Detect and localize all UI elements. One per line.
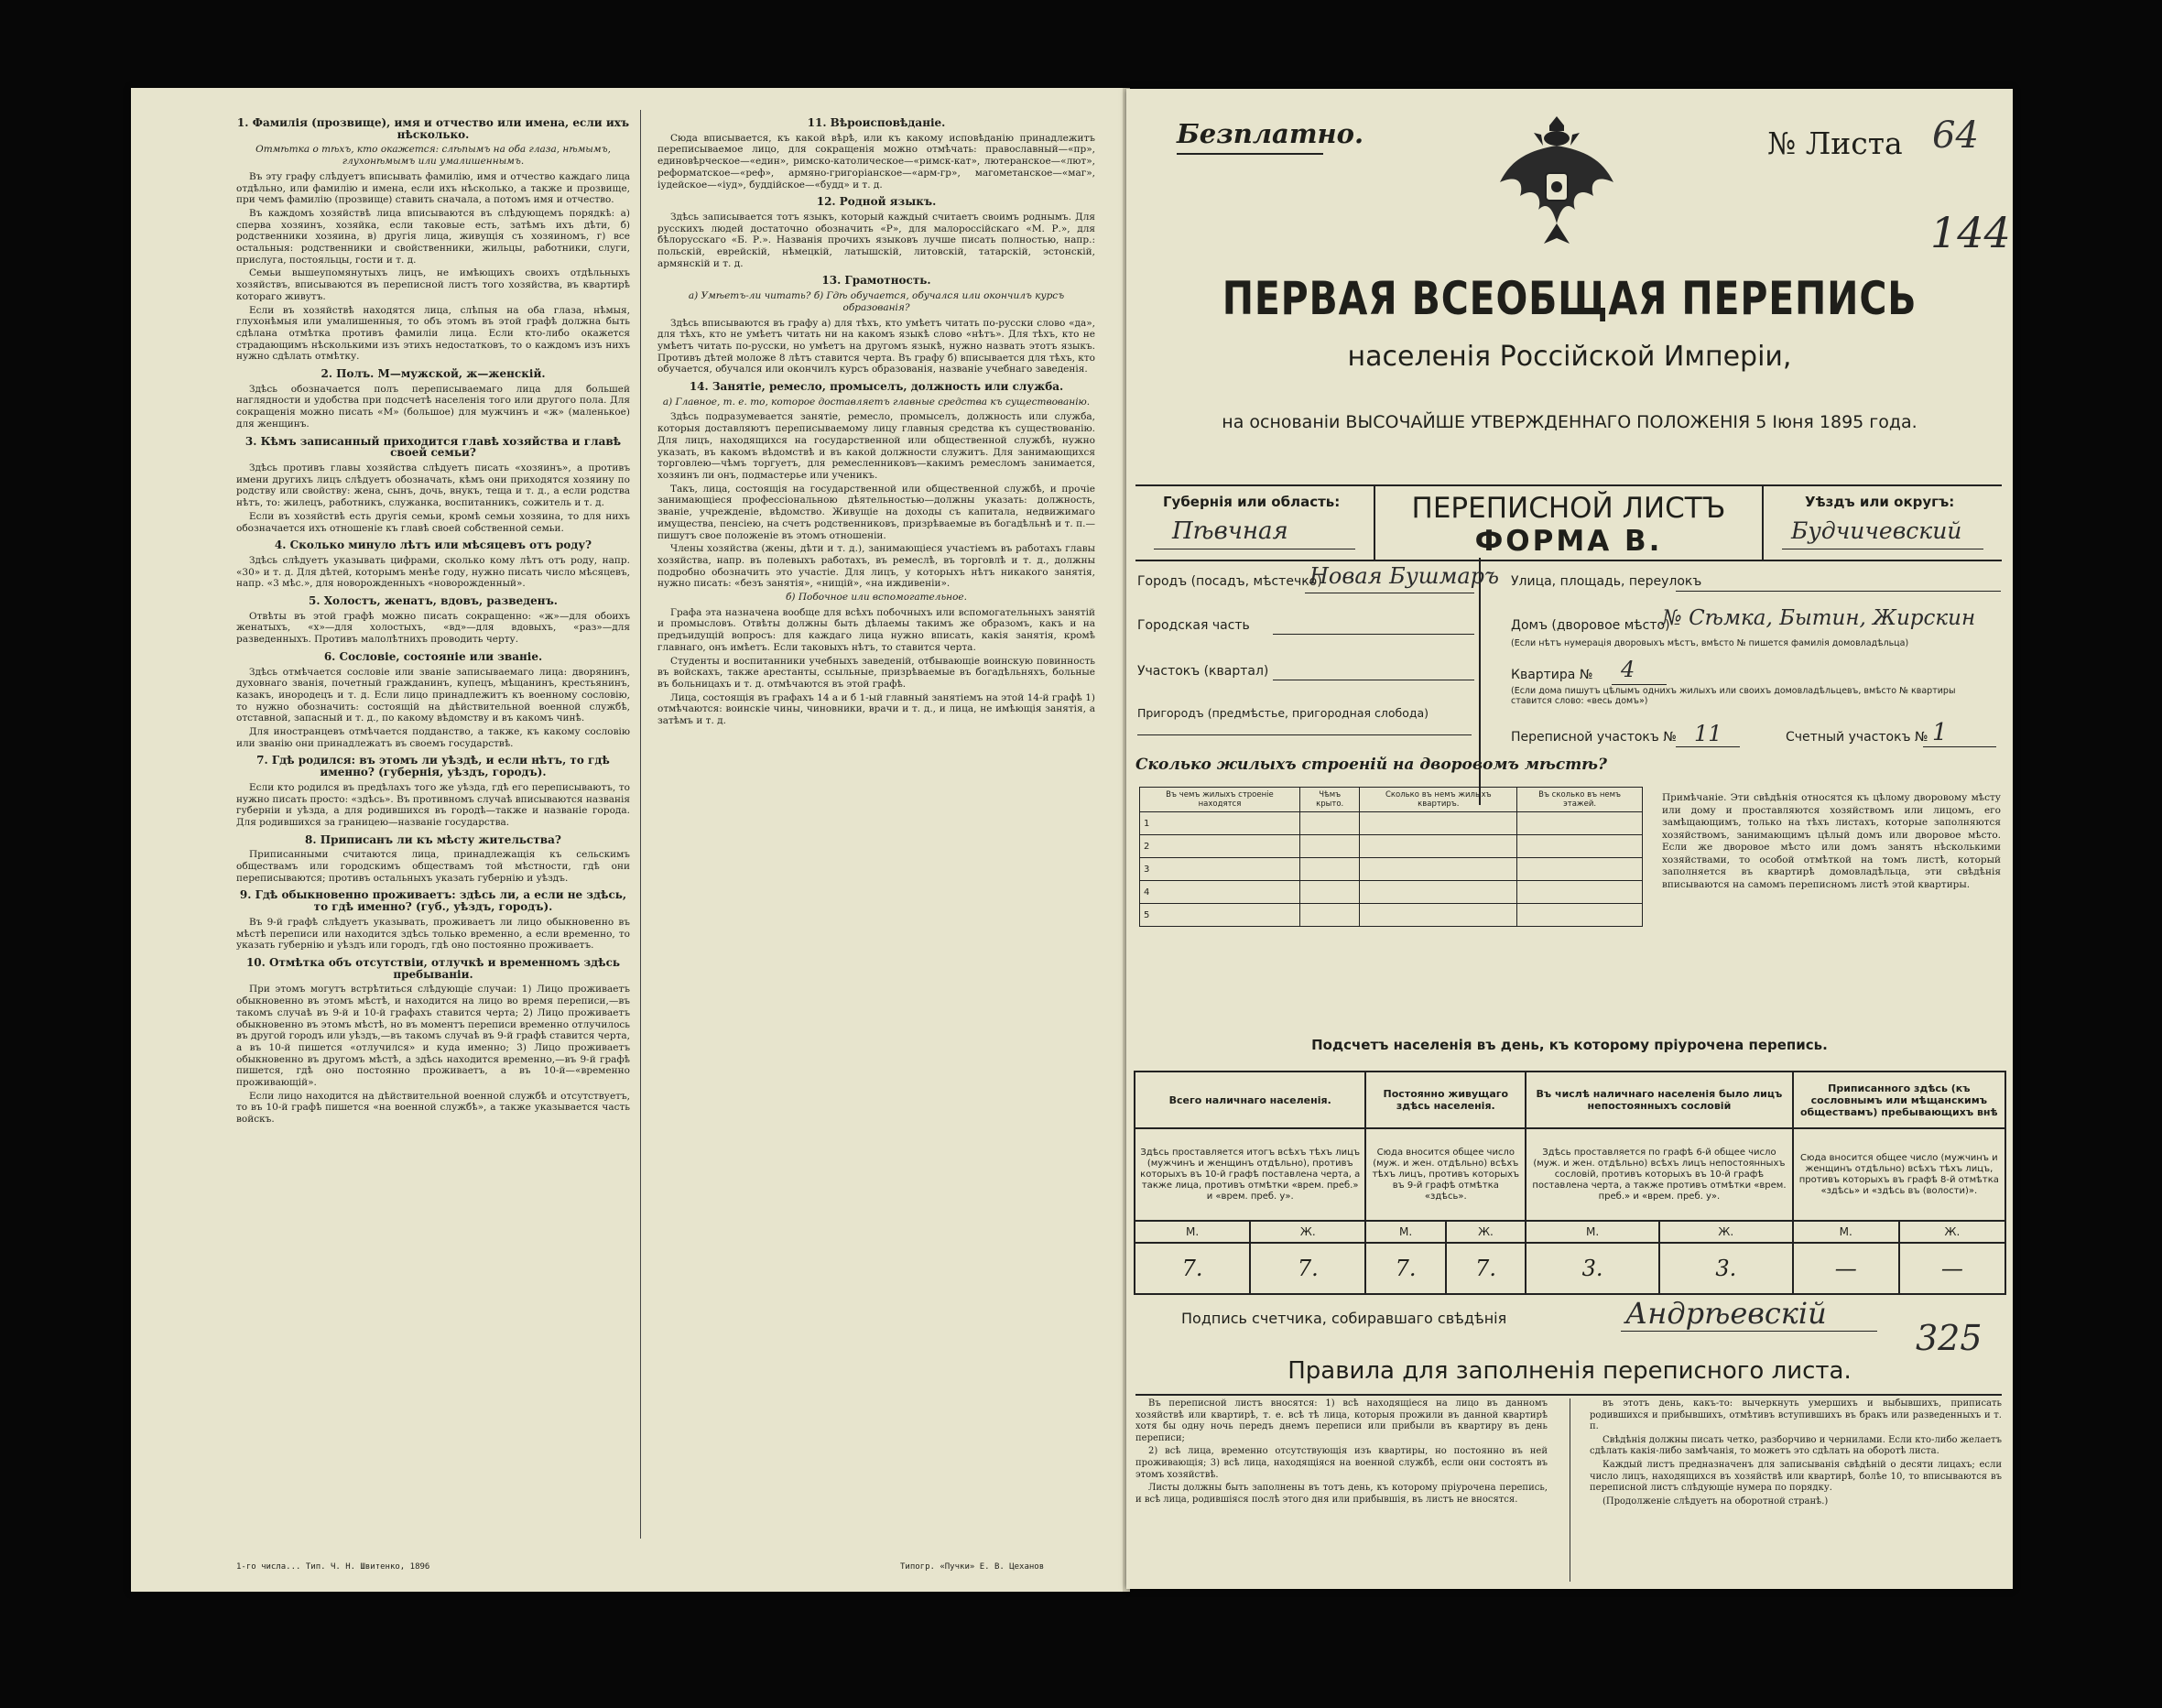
enumerator-signature-label: Подпись счетчика, собиравшаго свѣдѣнія (1181, 1310, 1507, 1327)
count-value: 7. (1365, 1243, 1445, 1294)
instruction-paragraph: Если лицо находится на дѣйствительной военной службѣ и отсутствуетъ, то въ 10-й графѣ пишется «на военной службѣ», а также указывается часть войскъ. (236, 1090, 630, 1126)
rules-column-1 (1135, 1398, 1548, 1582)
suburb-label: Пригородъ (предмѣстье, пригородная слобода) (1137, 706, 1429, 720)
instruction-paragraph: Лица, состоящія въ графахъ 14 а и б 1-ый главный занятіемъ на этой 14-й графѣ 1) отмѣчаются: воинскіе чины, чиновники, врачи и т. д., и лица, не имѣющія занятія, а затѣмъ и т. д. (657, 691, 1095, 727)
instruction-paragraph: Семьи вышеупомянутыхъ лицъ, не имѣющихъ своихъ отдѣльныхъ хозяйствъ, вписываются въ переписной листъ того хозяйства, въ квартирѣ котораго живутъ. (236, 267, 630, 302)
instruction-paragraph: Здѣсь обозначается полъ переписываемаго лица для большей наглядности и удобства при подсчетѣ населенія того или другого пола. Для сокращенія можно писать «М» (большое) для мужчинъ и «ж» (маленькое) для женщинъ. (236, 383, 630, 430)
house-value: № Сѣмка, Бытин, Жирскин (1662, 606, 1976, 630)
district-value: Будчичевский (1791, 517, 1962, 544)
enumerator-signature: Андрѣевскій (1625, 1296, 1827, 1331)
instruction-paragraph: Если въ хозяйствѣ находятся лица, слѣпыя на оба глаза, нѣмыя, глухонѣмыя или умалишенныя, то объ этомъ въ этой графѣ должна быть сдѣлана отмѣтка противъ фамиліи лица. Если кто-либо окажется страдающимъ нѣсколькими изъ этихъ недостатковъ, то о каждомъ изъ нихъ нужно сдѣлать отмѣтку. (236, 304, 630, 363)
rules-paragraph: Листы должны быть заполнены въ тотъ день, къ которому пріурочена перепись, и всѣ лица, родившіяся послѣ этого дня или прибывшія, въ листъ не вносятся. (1135, 1483, 1548, 1505)
instruction-paragraph: Въ 9-й графѣ слѣдуетъ указывать, проживаетъ ли лицо обыкновенно въ мѣстѣ переписи или находится здѣсь только временно, а если временно, то указать губернію и уѣздъ или городъ, гдѣ оно постоянно проживаетъ. (236, 916, 630, 952)
rules-paragraph: Каждый листъ предназначенъ для записыванія свѣдѣній о десяти лицахъ; если число лицъ, находящихся въ хозяйствѣ или квартирѣ, болѣе 10, то вписываются въ переписной листъ слѣдующіе нумера по порядку. (1590, 1459, 2002, 1494)
instruction-paragraph: Здѣсь слѣдуетъ указывать цифрами, сколько кому лѣтъ отъ роду, напр. «30» и т. д. Для дѣтей, которымъ менѣе году, нужно писать число мѣсяцевъ, напр. «3 мѣс.», для новорожденныхъ «новорожденный». (236, 554, 630, 590)
province-label: Губернія или область: (1163, 494, 1341, 510)
sex-label: М. (1365, 1221, 1445, 1243)
instruction-paragraph: Здѣсь записывается тотъ языкъ, который каждый считаетъ своимъ роднымъ. Для русскихъ людей достаточно обозначить «Р», для малороссійскаго «М. Р.», для бѣлорусскаго «Б. Р.». Названія прочихъ языковъ лучше писать полностью, напр.: польскій, еврейскій, нѣмецкій, латышскій, литовскій, татарскій, эстонскій, армянскій и т. д. (657, 211, 1095, 269)
instruction-paragraph: При этомъ могутъ встрѣтиться слѣдующіе случаи: 1) Лицо проживаетъ обыкновенно въ этомъ мѣстѣ, и находится на лицо во время переписи,—въ такомъ случаѣ въ 9-й и 10-й графахъ ставится черта; 2) Лицо проживаетъ обыкновенно въ этомъ мѣстѣ, но въ моментъ переписи временно отлучилось въ другой городъ или уѣздъ,—въ такомъ случаѣ въ 9-й графѣ ставится черта, а въ 10-й пишется «отлучился» и куда именно; 3) Лицо проживаетъ обыкновенно въ другомъ мѣстѣ, а здѣсь находится временно,—въ 9-й графѣ пишется, гдѣ оно постоянно проживаетъ, а въ 10-й—«временно проживающій». (236, 984, 630, 1089)
printer-footer-left: 1-го числа... Тип. Ч. Н. Швитенко, 1896 (236, 1562, 430, 1572)
count-description: Сюда вносится общее число (мужчинъ и женщинъ отдѣльно) всѣхъ тѣхъ лицъ, противъ которыхъ въ графѣ 8-й отмѣтка «здѣсь» и «здѣсь въ (волости)». (1793, 1128, 2005, 1221)
house-label: Домъ (дворовое мѣсто) (1511, 618, 1670, 633)
row-number: 1 (1140, 812, 1300, 835)
instruction-heading: 6. Сословіе, состояніе или званіе. (323, 649, 543, 663)
rules-paragraph: въ этотъ день, какъ-то: вычеркнуть умершихъ и выбывшихъ, приписать родившихся и прибывшихъ, отмѣтивъ вступившихъ въ бракъ или разведенныхъ и т. п. (1590, 1398, 2002, 1432)
row-number: 5 (1140, 904, 1300, 927)
population-count-title: Подсчетъ населенія въ день, къ которому пріурочена перепись. (1311, 1037, 1828, 1053)
instruction-paragraph: Приписанными считаются лица, принадлежащія къ сельскимъ обществамъ или городскимъ обществамъ той мѣстности, гдѣ они переписываются; противъ остальныхъ указать губернію и уѣздъ. (236, 849, 630, 884)
census-title: ПЕРВАЯ ВСЕОБЩАЯ ПЕРЕПИСЬ (1222, 272, 1918, 325)
row-number: 4 (1140, 881, 1300, 904)
apartment-label: Квартира № (1511, 668, 1593, 682)
count-description: Здѣсь проставляется итогъ всѣхъ тѣхъ лицъ (мужчинъ и женщинъ отдѣльно), противъ которыхъ въ 10-й графѣ поставлена черта, а также лица, противъ отмѣтки «врем. преб.» и «врем. преб. у». (1135, 1128, 1365, 1221)
street-label: Улица, площадь, переулокъ (1511, 574, 1702, 589)
table-row (1140, 835, 1643, 858)
count-header: Въ числѣ наличнаго населенія было лицъ непостоянныхъ сословій (1526, 1072, 1792, 1128)
instruction-paragraph: Здѣсь вписываются въ графу а) для тѣхъ, кто умѣетъ читать по-русски слово «да», для тѣхъ, кто не умѣетъ читать ни на какомъ языкѣ слово «нѣтъ». Для тѣхъ, кто не умѣетъ читать по-русски, но умѣетъ на другомъ языкѣ, нужно назвать этотъ языкъ. Противъ дѣтей моложе 8 лѣтъ ставится черта. Въ графу б) вписывается для тѣхъ, кто обучается, обучался или окончилъ курсъ образованія, названіе учебнаго заведенія. (657, 317, 1095, 375)
instruction-paragraph: Такъ, лица, состоящія на государственной или общественной службѣ, и прочіе занимающіеся профессіональною дѣятельностью—должны указать: должность, званіе, учрежденіе, вѣдомство. Живущіе на доходы съ капитала, недвижимаго имущества, пенсіею, на счетъ родственниковъ, призрѣваемые въ богадѣльнѣ и т. п.—пишутъ свое положеніе въ этомъ отношеніи. (657, 483, 1095, 541)
instruction-heading: 5. Холостъ, женатъ, вдовъ, разведенъ. (309, 594, 558, 608)
imperial-eagle-emblem-icon (1493, 109, 1621, 256)
count-value: — (1793, 1243, 1899, 1294)
instruction-paragraph: Если кто родился въ предѣлахъ того же уѣзда, гдѣ его переписываютъ, то нужно писать просто: «здѣсь». Въ противномъ случаѣ вписываются названія губерніи и уѣзда, а для родившихся въ городѣ—также и названіе города. Для родившихся за границею—названіе государства. (236, 781, 630, 828)
instruction-paragraph: Здѣсь противъ главы хозяйства слѣдуетъ писать «хозяинъ», а противъ имени другихъ лицъ слѣдуетъ обозначать, кѣмъ они приходятся хозяину по родству или свойству: жена, сынъ, дочь, внукъ, теща и т. д., а если родства нѣтъ, то: жилецъ, работникъ, служанка, воспитанникъ, сожитель и т. д. (236, 462, 630, 509)
margin-number-handwritten: 144 (1930, 208, 2011, 257)
city-part-label: Городская часть (1137, 618, 1250, 633)
houses-note: Примѣчаніе. Эти свѣдѣнія относятся къ цѣлому дворовому мѣсту или дому и проставляются хозяйствомъ или лицомъ, его замѣщающимъ, только на тѣхъ листахъ, которые заполняются хозяйствомъ, занимающимъ цѣлый домъ или дворовое мѣсто. Если же дворовое мѣсто или домъ занятъ нѣсколькими хозяйствами, то особой отмѣткой на томъ листѣ, который заполняется въ квартирѣ домовладѣльца, эти свѣдѣнія вписываются на самомъ переписномъ листѣ этой квартиры. (1662, 792, 2001, 890)
sex-label: Ж. (1446, 1221, 1526, 1243)
left-page (131, 88, 1124, 1592)
printer-footer-right: Типогр. «Пучки» Е. В. Цеханов (900, 1562, 1045, 1572)
rules-paragraph: Свѣдѣнія должны писать четко, разборчиво и чернилами. Если кто-либо желаетъ сдѣлать какія-либо замѣчанія, то можетъ это сдѣлать на оборотѣ листа. (1590, 1434, 2002, 1457)
town-value: Новая Бушмаръ (1309, 563, 1500, 589)
row-number: 2 (1140, 835, 1300, 858)
instructions-column-1 (236, 112, 630, 1550)
form-header-box (1135, 484, 2002, 561)
instruction-heading: 12. Родной языкъ. (816, 195, 937, 209)
instruction-heading: 8. Приписанъ ли къ мѣсту жительства? (305, 832, 561, 846)
houses-table (1139, 787, 1643, 927)
instruction-paragraph: а) Умѣетъ-ли читать? б) Гдѣ обучается, обучался или окончилъ курсъ образованія? (688, 290, 1065, 313)
houses-header: Чѣмъ крыто. (1299, 788, 1360, 812)
count-district-value: 1 (1932, 719, 1948, 746)
count-value: 7. (1250, 1243, 1365, 1294)
instruction-paragraph: Сюда вписывается, къ какой вѣрѣ, или къ какому исповѣданію принадлежитъ переписываемое лицо, для сокращенія можно отмѣчать: православный—«пр», единовѣрческое—«един», римско-католическое—«римск-кат», лютеранское—«лют», реформатское—«реф», армяно-григоріанское—«арм-гр», магометанское—«маг», іудейское—«іуд», буддійское—«будд» и т. д. (657, 132, 1095, 190)
instruction-heading: 14. Занятіе, ремесло, промыселъ, должность или служба. (689, 380, 1064, 394)
instruction-paragraph: Отмѣтка о тѣхъ, кто окажется: слѣпымъ на оба глаза, нѣмымъ, глухонѣмымъ или умалишеннымъ. (255, 144, 611, 168)
rules-paragraph: 2) всѣ лица, временно отсутствующія изъ квартиры, но постоянно въ ней проживающія; 3) всѣ лица, находящіяся на военной службѣ, если они состоятъ въ этомъ хозяйствѣ. (1135, 1446, 1548, 1480)
signature-underline (1621, 1331, 1877, 1332)
count-header: Постоянно живущаго здѣсь населенія. (1365, 1072, 1526, 1128)
rules-paragraph: (Продолженіе слѣдуетъ на оборотной странѣ.) (1602, 1496, 1829, 1507)
instruction-heading: 2. Полъ. М—мужской, ж—женскій. (320, 367, 546, 381)
instruction-paragraph: Отвѣты въ этой графѣ можно писать сокращенно: «ж»—для обоихъ женатыхъ, «х»—для холостыхъ, «вд»—для вдовыхъ, «раз»—для разведенныхъ. Противъ малолѣтнихъ проводить черту. (236, 610, 630, 646)
instruction-paragraph: б) Побочное или вспомогательное. (786, 592, 967, 604)
column-divider (640, 110, 641, 1539)
houses-header: Въ чемъ жилыхъ строеніе находятся (1140, 788, 1300, 812)
count-description: Здѣсь проставляется по графѣ 6-й общее число (муж. и жен. отдѣльно) всѣхъ лицъ непостоянныхъ сословій, противъ которыхъ въ 10-й графѣ поставлена черта, а также противъ отмѣтки «врем. преб.» и «врем. преб. у». (1526, 1128, 1792, 1221)
census-district-underline (1676, 746, 1740, 747)
rules-paragraph: Въ переписной листъ вносятся: 1) всѣ находящіеся на лицо въ данномъ хозяйствѣ или квартирѣ, т. е. всѣ тѣ лица, которыя прожили въ данной квартирѣ хотя бы одну ночь передъ днемъ переписи или прибыли въ квартиру въ день переписи; (1135, 1398, 1548, 1443)
houses-question: Сколько жилыхъ строеній на дворовомъ мѣстѣ? (1135, 756, 1607, 774)
houses-header: Сколько въ немъ жилыхъ квартиръ. (1360, 788, 1517, 812)
table-row (1140, 881, 1643, 904)
count-value: 7. (1135, 1243, 1250, 1294)
instruction-paragraph: а) Главное, т. е. то, которое доставляетъ главные средства къ существованію. (662, 396, 1091, 408)
rules-divider (1135, 1394, 2002, 1396)
instruction-heading: 9. Гдѣ обыкновенно проживаетъ: здѣсь ли, а если не здѣсь, то гдѣ именно? (губ., уѣздъ, городъ). (239, 888, 627, 914)
house-note: (Если нѣтъ нумерація дворовыхъ мѣстъ, вмѣсто № пишется фамилія домовладѣльца) (1511, 638, 1909, 648)
rules-title: Правила для заполненія переписного листа. (1287, 1357, 1852, 1385)
instruction-heading: 4. Сколько минуло лѣтъ или мѣсяцевъ отъ роду? (274, 539, 592, 552)
houses-header: Въ сколько въ немъ этажей. (1517, 788, 1643, 812)
province-cell (1135, 486, 1375, 560)
sex-label: М. (1526, 1221, 1659, 1243)
count-value: — (1899, 1243, 2005, 1294)
instruction-heading: 7. Гдѣ родился: въ этомъ ли уѣздѣ, и если нѣтъ, то гдѣ именно? (губернія, уѣздъ, городъ). (256, 754, 610, 779)
instruction-paragraph: Здѣсь подразумевается занятіе, ремесло, промыселъ, должность или служба, которыя доставляютъ переписываемому лицу главныя средства къ существованію. Для лицъ, находящихся на государственной или общественной службѣ, нужно указать, въ какомъ вѣдомствѣ и въ какой должности служитъ. Для занимающихся торговлею—чѣмъ торгуетъ, для ремесленниковъ—какимъ ремесломъ занимается, хозяинъ ли онъ, подмастерье или ученикъ. (657, 411, 1095, 481)
handwritten-number: 325 (1916, 1318, 1983, 1358)
instruction-paragraph: Члены хозяйства (жены, дѣти и т. д.), занимающіеся участіемъ въ работахъ главы хозяйства, напр. въ полевыхъ работахъ, въ ремеслѣ, въ торговлѣ и т. д., должны подробно обозначить это участіе. Для лицъ, у которыхъ нѣтъ никакого занятія, нужно писать: «безъ занятія», «нищій», «на иждивеніи». (657, 543, 1095, 590)
province-value: Пѣвчная (1172, 517, 1288, 545)
count-district-label: Счетный участокъ № (1786, 730, 1928, 745)
instruction-paragraph: Въ каждомъ хозяйствѣ лица вписываются въ слѣдующемъ порядкѣ: а) сперва хозяинъ, хозяйка, если таковые есть, затѣмъ ихъ дѣти, б) родственники хозяина, в) другія лица, живущія съ хозяиномъ, г) все остальныя: родственники и свойственники, жильцы, работники, слуги, прислуга, постояльцы, гости и т. д. (236, 207, 630, 266)
count-value: 7. (1446, 1243, 1526, 1294)
table-row (1140, 858, 1643, 881)
count-district-underline (1923, 746, 1996, 747)
census-subtitle: населенія Россійской Имперіи, (1347, 341, 1792, 373)
instructions-column-2 (657, 112, 1095, 1550)
census-legal-basis: на основаніи ВЫСОЧАЙШЕ УТВЕРЖДЕННАГО ПОЛОЖЕНІЯ 5 Іюня 1895 года. (1222, 412, 1918, 432)
sex-label: Ж. (1899, 1221, 2005, 1243)
sheet-number-handwritten: 64 (1932, 114, 1979, 157)
count-value: 3. (1659, 1243, 1793, 1294)
instruction-heading: 11. Вѣроисповѣданіе. (807, 116, 946, 129)
instruction-paragraph: Студенты и воспитанники учебныхъ заведеній, отбывающіе воинскую повинность въ войскахъ, также арестанты, ссыльные, призрѣваемые въ богадѣльняхъ, больные въ больницахъ и т. д. отмѣчаются въ этой графѣ. (657, 655, 1095, 690)
apartment-value: 4 (1621, 657, 1635, 682)
apartment-underline (1612, 684, 1667, 685)
apartment-note: (Если дома пишутъ цѣлымъ однихъ жилыхъ или своихъ домовладѣльцевъ, вмѣсто № квартиры ставится слово: «весь домъ») (1511, 686, 1956, 706)
row-number: 3 (1140, 858, 1300, 881)
instruction-heading: 1. Фамилія (прозвище), имя и отчество или имена, если ихъ нѣсколько. (236, 116, 630, 141)
precinct-label: Участокъ (квартал) (1137, 664, 1269, 679)
form-type: ФОРМА В. (1474, 525, 1663, 558)
count-description: Сюда вносится общее число (муж. и жен. отдѣльно) всѣхъ тѣхъ лицъ, противъ которыхъ въ 9-й графѣ отмѣтка «здѣсь». (1365, 1128, 1526, 1221)
count-value: 3. (1526, 1243, 1659, 1294)
rules-column-2 (1590, 1398, 2002, 1582)
sex-label: М. (1793, 1221, 1899, 1243)
town-label: Городъ (посадъ, мѣстечко) (1137, 574, 1322, 589)
free-label: Безплатно. (1177, 118, 1364, 149)
sex-label: М. (1135, 1221, 1250, 1243)
form-title: ПЕРЕПИСНОЙ ЛИСТЪ (1411, 492, 1726, 525)
table-row (1140, 904, 1643, 927)
population-count-table (1134, 1071, 2006, 1295)
instruction-paragraph: Для иностранцевъ отмѣчается подданство, а также, къ какому сословію или званію они принадлежатъ въ своемъ государствѣ. (236, 726, 630, 749)
census-form-page (1126, 89, 2013, 1589)
suburb-underline (1137, 734, 1472, 735)
table-row (1140, 812, 1643, 835)
instruction-paragraph: Графа эта назначена вообще для всѣхъ побочныхъ или вспомогательныхъ занятій и промысловъ. Отвѣты должны быть дѣлаемы такимъ же образомъ, какъ и на предъидущій вопросъ: для каждаго лица нужно вписать, какія занятія, кромѣ главнаго, онъ имѣетъ. Если таковыхъ нѣтъ, то ставится черта. (657, 606, 1095, 653)
table-row (1135, 1243, 2005, 1294)
free-underline (1177, 153, 1323, 155)
district-cell (1762, 486, 2002, 560)
district-label: Уѣздъ или округъ: (1805, 494, 1955, 510)
street-underline (1676, 591, 2001, 592)
instruction-paragraph: Въ эту графу слѣдуетъ вписывать фамилію, имя и отчество каждаго лица отдѣльно, или фамилію и имена, если ихъ нѣсколько, а также и прозвище, при чемъ фамилію (прозвище) ставить сначала, а потомъ имя и отчество. (236, 170, 630, 206)
census-district-label: Переписной участокъ № (1511, 730, 1677, 745)
sex-label: Ж. (1250, 1221, 1365, 1243)
city-part-underline (1273, 634, 1474, 635)
sheet-number-label: № Листа (1767, 125, 1903, 161)
instruction-paragraph: Здѣсь отмѣчается сословіе или званіе записываемаго лица: дворянинъ, духовнаго званія, почетный гражданинъ, купецъ, мѣщанинъ, крестьянинъ, казакъ, инородецъ и т. д. Если лицо принадлежитъ къ военному сословію, то нужно обозначить: состоящій на дѣйствительной военной службѣ, отставной, запасный и т. д., по какому вѣдомству и въ какомъ чинѣ. (236, 666, 630, 724)
count-header: Приписанного здѣсь (къ сословнымъ или мѣщанскимъ обществамъ) пребывающихъ внѣ (1793, 1072, 2005, 1128)
instruction-paragraph: Если въ хозяйствѣ есть другія семьи, кромѣ семьи хозяина, то для нихъ обозначается ихъ отношеніе къ главѣ своей собственной семьи. (236, 510, 630, 534)
census-district-value: 11 (1694, 721, 1722, 746)
instruction-heading: 10. Отмѣтка объ отсутствіи, отлучкѣ и временномъ здѣсь пребываніи. (245, 956, 621, 981)
instruction-heading: 3. Кѣмъ записанный приходится главѣ хозяйства и главѣ своей семьи? (244, 434, 622, 460)
instruction-heading: 13. Грамотность. (821, 274, 931, 288)
count-header: Всего наличнаго населенія. (1135, 1072, 1365, 1128)
sex-label: Ж. (1659, 1221, 1793, 1243)
